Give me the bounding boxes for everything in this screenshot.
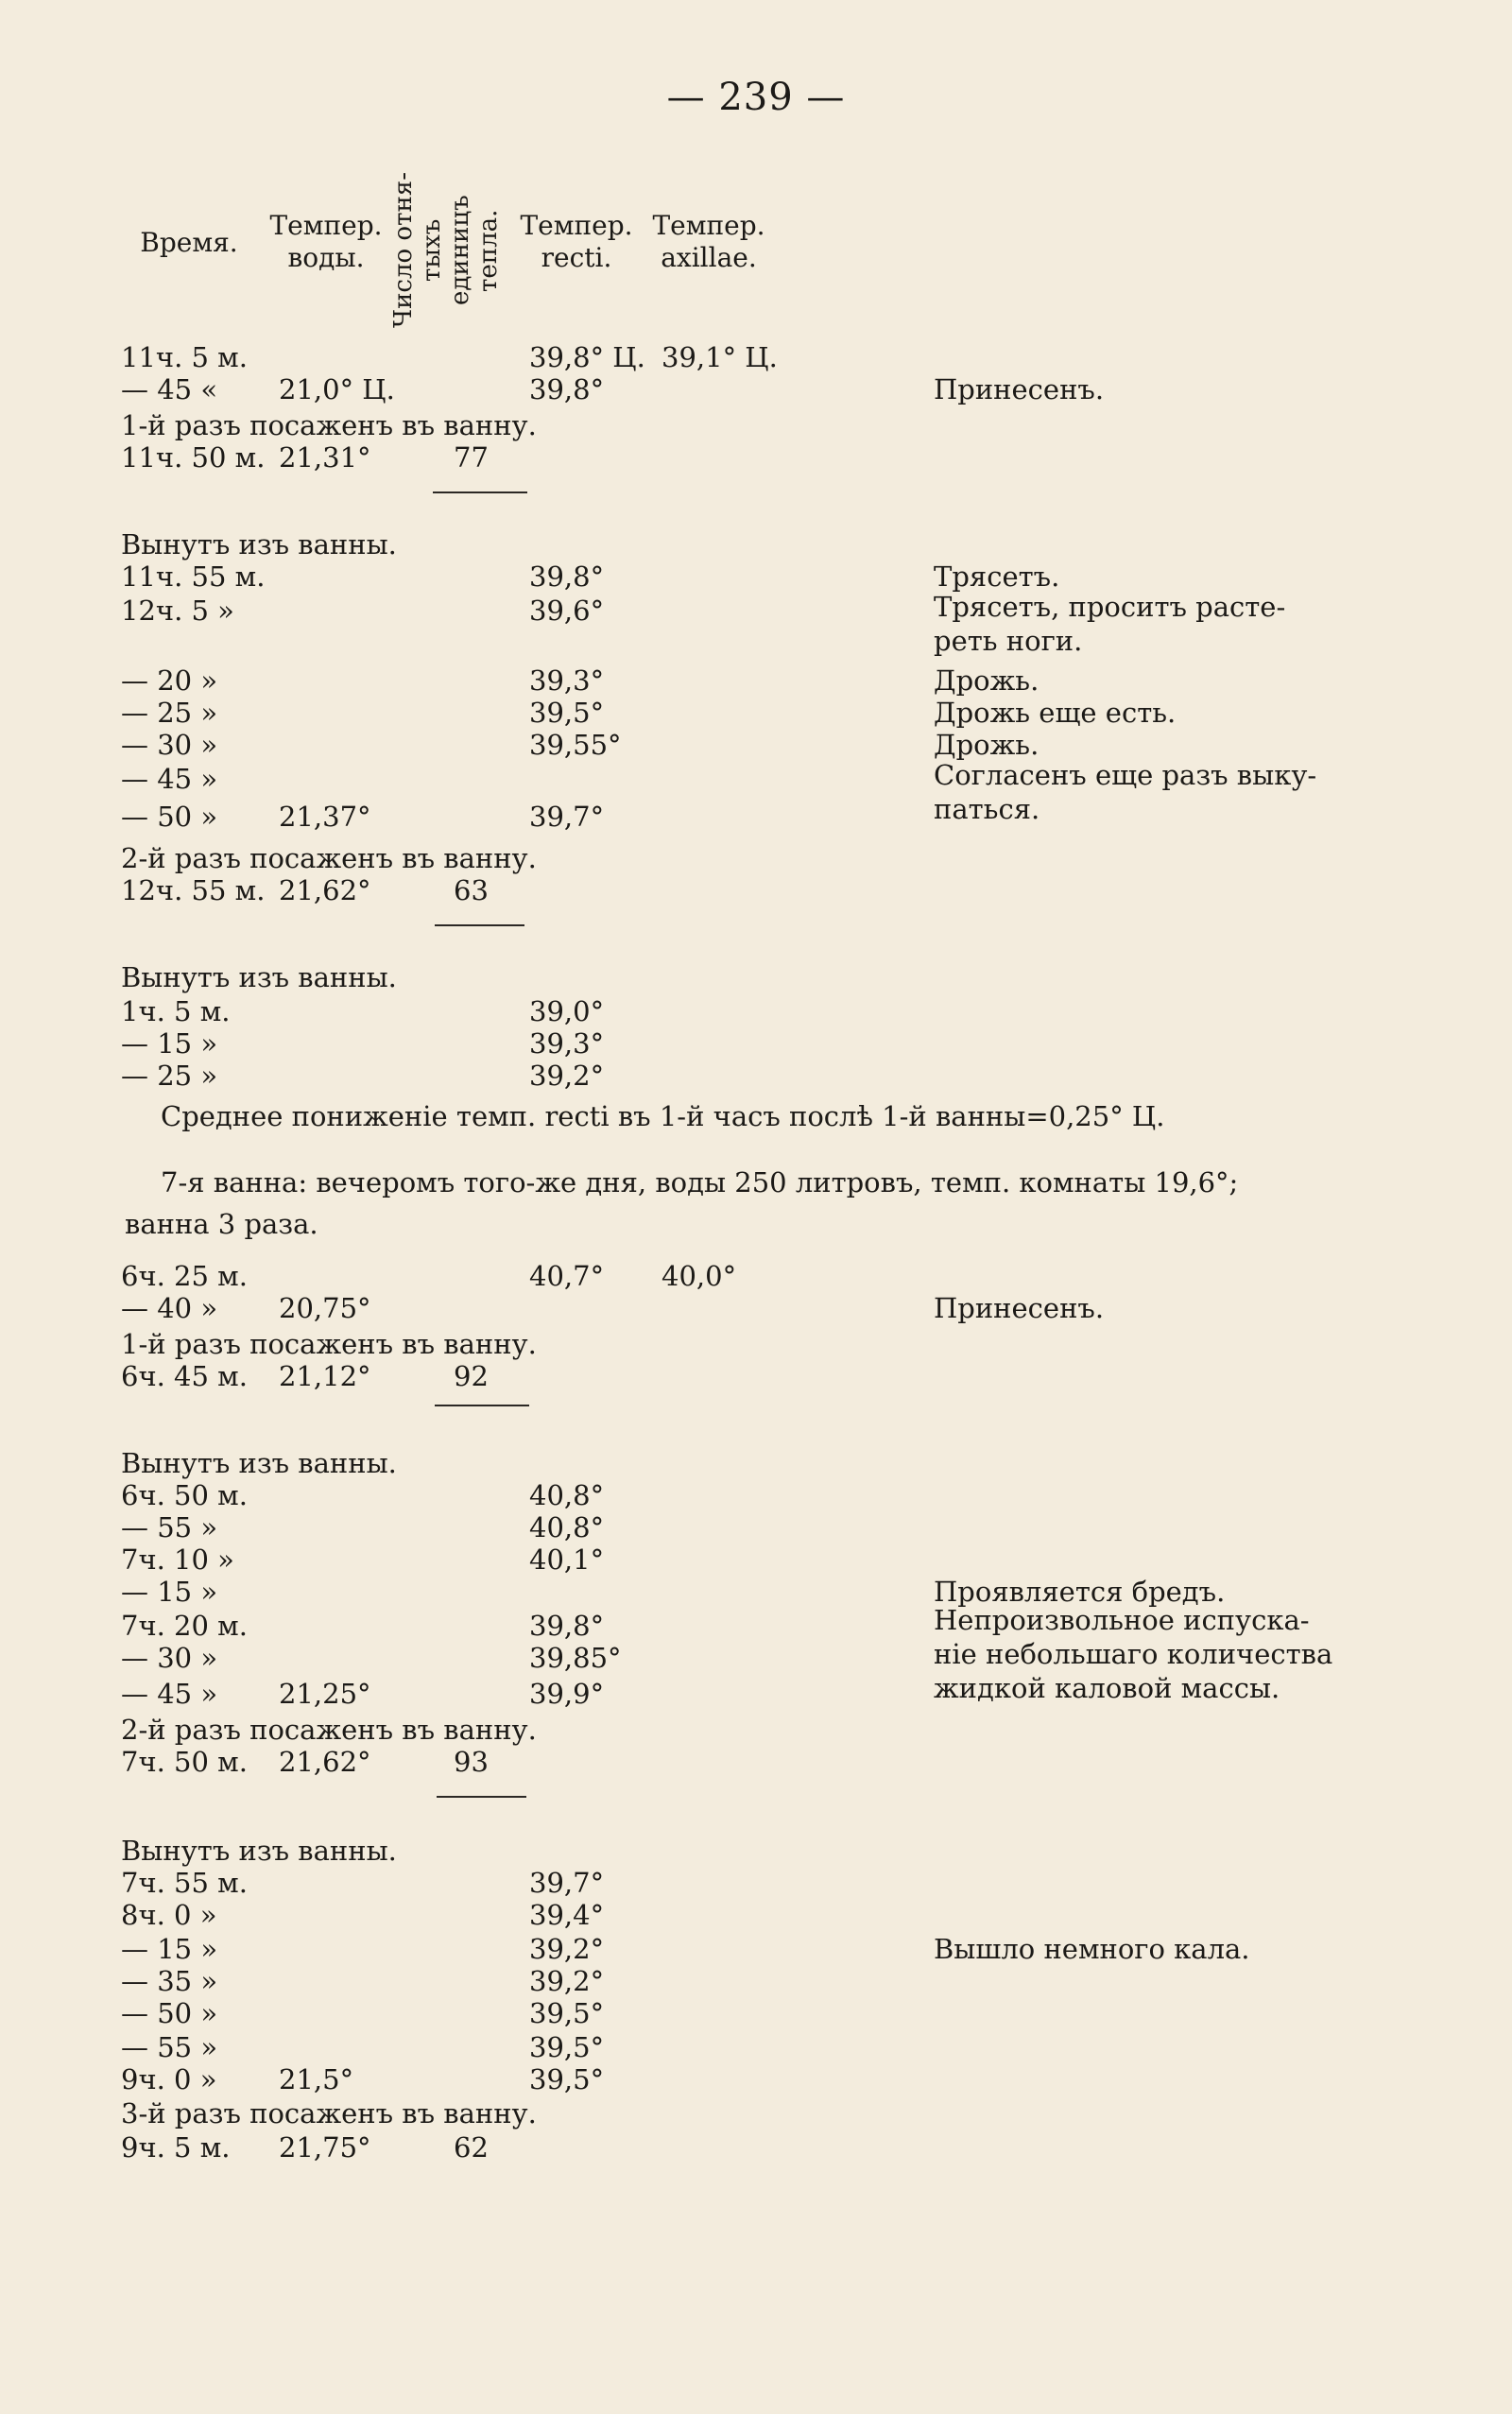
bath7-intro-line1: 7-я ванна: вечеромъ того-же дня, воды 250 литровъ, темп. комнаты 19,6°; xyxy=(161,1166,1239,1198)
cell-time: — 40 » xyxy=(121,1292,218,1324)
cell-time: — 45 « xyxy=(121,373,218,405)
cell-note: Принесенъ. xyxy=(934,1292,1105,1324)
header-rect-temp-line2: recti. xyxy=(541,242,612,273)
table-row xyxy=(0,2130,1512,2166)
cell-note: Проявляется бредъ. xyxy=(934,1576,1226,1608)
cell-time: — 50 » xyxy=(121,1997,218,2029)
divider-rule xyxy=(435,1405,529,1406)
header-time-label: Время. xyxy=(140,227,238,258)
cell-time: 1ч. 5 м. xyxy=(121,995,231,1027)
section-heading-text: Вынутъ изъ ванны. xyxy=(121,1447,397,1479)
cell-time: 11ч. 50 м. xyxy=(121,441,266,474)
table-row xyxy=(0,1026,1512,1062)
cell-heat-units: 63 xyxy=(454,874,489,906)
cell-rect-temp: 39,8° xyxy=(529,373,605,405)
bath7-intro-line2: ванна 3 раза. xyxy=(125,1208,318,1240)
cell-time: — 15 » xyxy=(121,1576,218,1608)
table-row xyxy=(0,664,1512,699)
table-row xyxy=(0,1745,1512,1781)
cell-note: Дрожь еще есть. xyxy=(934,697,1177,729)
note-agree-line2: паться. xyxy=(934,793,1040,825)
cell-rect-temp: 39,3° xyxy=(529,1027,605,1060)
cell-axill-temp: 39,1° Ц. xyxy=(662,341,778,373)
cell-rect-temp: 39,9° xyxy=(529,1678,605,1710)
table-row xyxy=(0,1866,1512,1902)
section-heading-row xyxy=(0,1834,1512,1870)
table-row xyxy=(0,1259,1512,1295)
cell-time: — 25 » xyxy=(121,697,218,729)
header-units-line1: Число отня- xyxy=(389,172,418,329)
table-row xyxy=(0,2030,1512,2066)
cell-time: 11ч. 5 м. xyxy=(121,341,248,373)
cell-time: — 15 » xyxy=(121,1933,218,1965)
cell-note: Принесенъ. xyxy=(934,373,1105,405)
cell-rect-temp: 39,8° Ц. xyxy=(529,341,645,373)
section-heading-text: Вынутъ изъ ванны. xyxy=(121,528,397,560)
cell-rect-temp: 40,8° xyxy=(529,1511,605,1543)
section-heading-text: Вынутъ изъ ванны. xyxy=(121,961,397,993)
note-involuntary xyxy=(934,1603,1349,1705)
cell-time: 8ч. 0 » xyxy=(121,1899,217,1931)
table-row xyxy=(0,1932,1512,1968)
cell-time: 7ч. 20 м. xyxy=(121,1610,248,1642)
cell-time: — 15 » xyxy=(121,1027,218,1060)
cell-heat-units: 93 xyxy=(454,1746,489,1778)
cell-rect-temp: 39,2° xyxy=(529,1060,605,1092)
cell-time: — 30 » xyxy=(121,729,218,761)
header-axill-temp-line2: axillae. xyxy=(661,242,757,273)
cell-rect-temp: 39,5° xyxy=(529,697,605,729)
cell-time: 7ч. 50 м. xyxy=(121,1746,248,1778)
note-shiver-request-line2: реть ноги. xyxy=(934,625,1083,657)
cell-time: — 50 » xyxy=(121,801,218,833)
cell-rect-temp: 40,1° xyxy=(529,1543,605,1576)
cell-time: 7ч. 55 м. xyxy=(121,1867,248,1899)
cell-time: 9ч. 0 » xyxy=(121,2063,217,2095)
note-shiver-request-line1: Трясетъ, проситъ расте- xyxy=(934,591,1286,623)
cell-water-temp: 21,37° xyxy=(279,801,371,833)
cell-note: Дрожь. xyxy=(934,664,1040,697)
section-heading-row xyxy=(0,960,1512,996)
cell-rect-temp: 39,3° xyxy=(529,664,605,697)
bath-event-text: 1-й разъ посаженъ въ ванну. xyxy=(121,1328,537,1360)
divider-rule xyxy=(437,1796,526,1798)
cell-time: 6ч. 25 м. xyxy=(121,1260,248,1292)
cell-time: — 45 » xyxy=(121,1678,218,1710)
section-heading-text: Вынутъ изъ ванны. xyxy=(121,1835,397,1867)
table-row xyxy=(0,1996,1512,2032)
cell-water-temp: 21,25° xyxy=(279,1678,371,1710)
bath-event-text: 2-й разъ посаженъ въ ванну. xyxy=(121,1714,537,1746)
cell-rect-temp: 39,5° xyxy=(529,2063,605,2095)
cell-rect-temp: 39,2° xyxy=(529,1965,605,1997)
bath-event-row xyxy=(0,1327,1512,1363)
section-heading-row xyxy=(0,1446,1512,1482)
cell-rect-temp: 39,2° xyxy=(529,1933,605,1965)
header-units-line2: тыхъ единицъ xyxy=(418,195,474,306)
cell-time: 7ч. 10 » xyxy=(121,1543,234,1576)
cell-water-temp: 21,62° xyxy=(279,1746,371,1778)
cell-time: — 55 » xyxy=(121,1511,218,1543)
table-row xyxy=(0,1291,1512,1327)
note-involuntary-line2: ніе небольшаго количества xyxy=(934,1638,1333,1670)
header-water-temp-line1: Темпер. xyxy=(269,210,383,241)
cell-time: 12ч. 55 м. xyxy=(121,874,266,906)
cell-rect-temp: 39,8° xyxy=(529,560,605,593)
table-row xyxy=(0,696,1512,732)
cell-axill-temp: 40,0° xyxy=(662,1260,737,1292)
note-agree xyxy=(934,758,1349,826)
cell-water-temp: 21,62° xyxy=(279,874,371,906)
note-involuntary-line3: жидкой каловой массы. xyxy=(934,1672,1280,1704)
cell-rect-temp: 39,4° xyxy=(529,1899,605,1931)
cell-water-temp: 21,31° xyxy=(279,441,371,474)
cell-time: — 55 » xyxy=(121,2031,218,2063)
bath-event-row xyxy=(0,2096,1512,2132)
table-row xyxy=(0,372,1512,408)
table-row xyxy=(0,1898,1512,1934)
table-row xyxy=(0,2062,1512,2098)
table-row xyxy=(0,340,1512,376)
header-water-temp-line2: воды. xyxy=(287,242,365,273)
section-heading-row xyxy=(0,527,1512,563)
cell-rect-temp: 39,6° xyxy=(529,595,605,627)
bath-event-row xyxy=(0,408,1512,444)
cell-time: 11ч. 55 м. xyxy=(121,560,266,593)
cell-rect-temp: 40,8° xyxy=(529,1479,605,1511)
cell-rect-temp: 39,0° xyxy=(529,995,605,1027)
cell-water-temp: 21,5° xyxy=(279,2063,354,2095)
cell-time: 12ч. 5 » xyxy=(121,595,234,627)
bath-event-text: 2-й разъ посаженъ въ ванну. xyxy=(121,842,537,874)
note-involuntary-line1: Непроизвольное испуска- xyxy=(934,1604,1310,1636)
cell-note: Вышло немного кала. xyxy=(934,1933,1250,1965)
cell-rect-temp: 39,5° xyxy=(529,2031,605,2063)
bath-event-text: 1-й разъ посаженъ въ ванну. xyxy=(121,409,537,441)
cell-rect-temp: 39,7° xyxy=(529,801,605,833)
cell-time: — 35 » xyxy=(121,1965,218,1997)
table-row xyxy=(0,1359,1512,1395)
divider-rule xyxy=(433,491,527,493)
cell-rect-temp: 39,8° xyxy=(529,1610,605,1642)
cell-time: 6ч. 50 м. xyxy=(121,1479,248,1511)
table-row xyxy=(0,1059,1512,1095)
cell-time: — 25 » xyxy=(121,1060,218,1092)
header-rect-temp-line1: Темпер. xyxy=(520,210,633,241)
cell-rect-temp: 39,55° xyxy=(529,729,622,761)
cell-note: Трясетъ. xyxy=(934,560,1060,593)
header-units-line3: тепла. xyxy=(474,209,503,292)
bath-event-row xyxy=(0,841,1512,877)
cell-water-temp: 21,75° xyxy=(279,2131,371,2164)
cell-heat-units: 92 xyxy=(454,1360,489,1392)
cell-water-temp: 21,0° Ц. xyxy=(279,373,395,405)
page-number: — 239 — xyxy=(666,76,846,119)
cell-water-temp: 20,75° xyxy=(279,1292,371,1324)
table-row xyxy=(0,1543,1512,1578)
cell-rect-temp: 39,5° xyxy=(529,1997,605,2029)
cell-time: 9ч. 5 м. xyxy=(121,2131,231,2164)
cell-time: 6ч. 45 м. xyxy=(121,1360,248,1392)
summary-paragraph: Среднее пониженіе темп. recti въ 1-й часъ послѣ 1-й ванны=0,25° Ц. xyxy=(161,1100,1165,1132)
table-row xyxy=(0,1510,1512,1546)
table-row xyxy=(0,440,1512,476)
cell-time: — 30 » xyxy=(121,1642,218,1674)
note-shiver-request xyxy=(934,590,1349,658)
cell-rect-temp: 39,85° xyxy=(529,1642,622,1674)
cell-time: — 45 » xyxy=(121,763,218,795)
table-row xyxy=(0,873,1512,909)
cell-time: — 20 » xyxy=(121,664,218,697)
cell-rect-temp: 40,7° xyxy=(529,1260,605,1292)
bath-event-text: 3-й разъ посаженъ въ ванну. xyxy=(121,2097,537,2129)
table-row xyxy=(0,1964,1512,2000)
cell-note: Дрожь. xyxy=(934,729,1040,761)
cell-rect-temp: 39,7° xyxy=(529,1867,605,1899)
table-row xyxy=(0,1478,1512,1514)
note-agree-line1: Согласенъ еще разъ выку- xyxy=(934,759,1317,791)
divider-rule xyxy=(435,924,524,926)
bath-event-row xyxy=(0,1713,1512,1749)
cell-heat-units: 62 xyxy=(454,2131,489,2164)
table-row xyxy=(0,994,1512,1030)
cell-heat-units: 77 xyxy=(454,441,489,474)
header-axill-temp-line1: Темпер. xyxy=(652,210,765,241)
cell-water-temp: 21,12° xyxy=(279,1360,371,1392)
